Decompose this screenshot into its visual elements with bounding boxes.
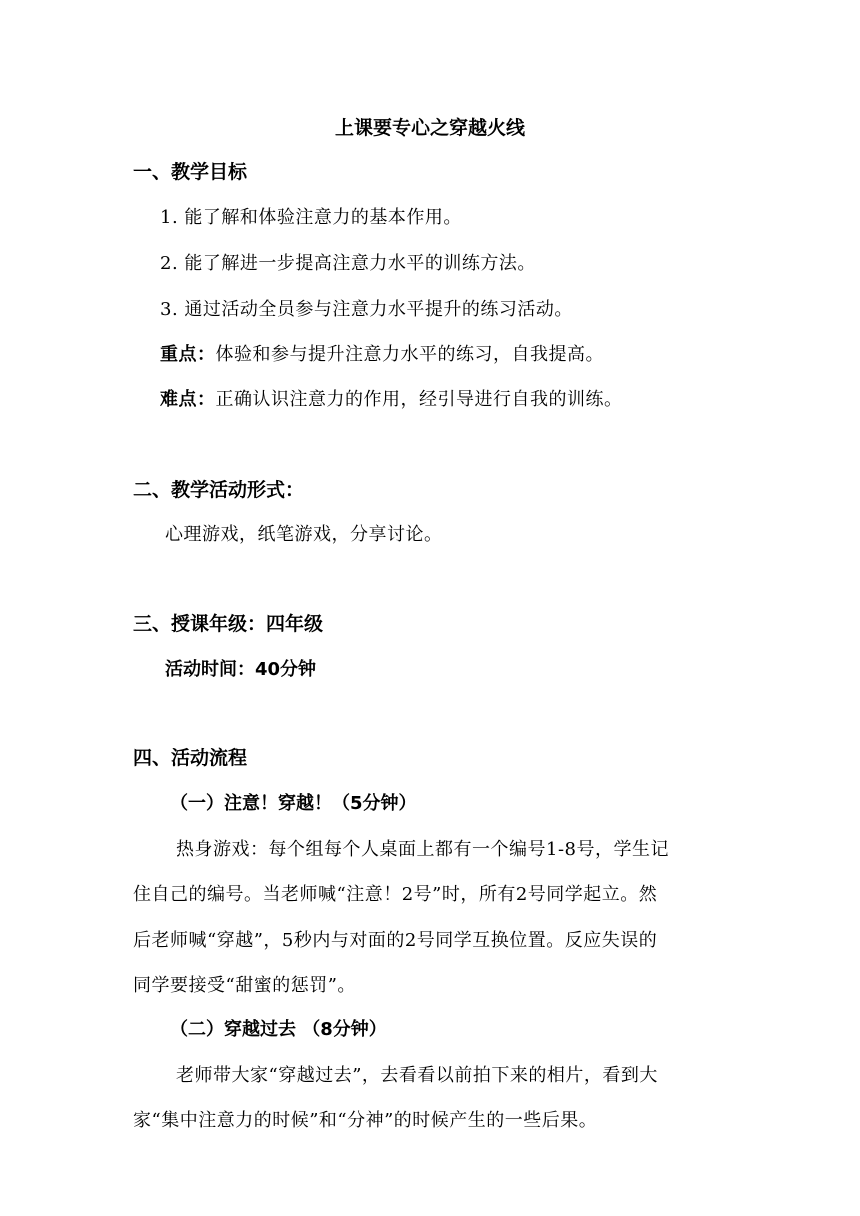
subsection-heading-2: （二）穿越过去 （8分钟） — [170, 1019, 387, 1040]
section-heading-objectives: 一、教学目标 — [133, 161, 248, 183]
paragraph-line: 后老师喊“穿越”，5秒内与对面的2号同学互换位置。反应失误的 — [133, 930, 658, 951]
paragraph-line: 老师带大家“穿越过去”，去看看以前拍下来的相片，看到大 — [176, 1065, 658, 1086]
section-heading-process: 四、活动流程 — [133, 747, 248, 769]
document-title: 上课要专心之穿越火线 — [334, 117, 525, 139]
objective-item: 1. 能了解和体验注意力的基本作用。 — [160, 207, 462, 228]
key-point-label: 重点： — [160, 344, 216, 365]
difficult-point-label: 难点： — [160, 389, 216, 410]
difficult-point-text: 正确认识注意力的作用，经引导进行自我的训练。 — [215, 389, 623, 410]
key-point-text: 体验和参与提升注意力水平的练习，自我提高。 — [215, 344, 604, 365]
key-point — [160, 343, 604, 367]
objective-item: 2. 能了解进一步提高注意力水平的训练方法。 — [160, 253, 536, 274]
subsection-heading-1: （一）注意！穿越！（5分钟） — [170, 793, 417, 814]
paragraph-line: 热身游戏：每个组每个人桌面上都有一个编号1-8号，学生记 — [176, 839, 669, 860]
objective-item: 3. 通过活动全员参与注意力水平提升的练习活动。 — [160, 299, 573, 320]
difficult-point — [160, 388, 623, 412]
paragraph-line: 住自己的编号。当老师喊“注意！2号”时，所有2号同学起立。然 — [133, 884, 658, 905]
section-heading-grade: 三、授课年级：四年级 — [133, 613, 324, 635]
paragraph-line: 家“集中注意力的时候”和“分神”的时候产生的一些后果。 — [133, 1110, 598, 1131]
activity-time: 活动时间：40分钟 — [165, 659, 317, 680]
section-heading-activity-form: 二、教学活动形式： — [133, 479, 305, 501]
activity-form-text: 心理游戏，纸笔游戏，分享讨论。 — [165, 524, 443, 545]
paragraph-line: 同学要接受“甜蜜的惩罚”。 — [133, 975, 356, 996]
